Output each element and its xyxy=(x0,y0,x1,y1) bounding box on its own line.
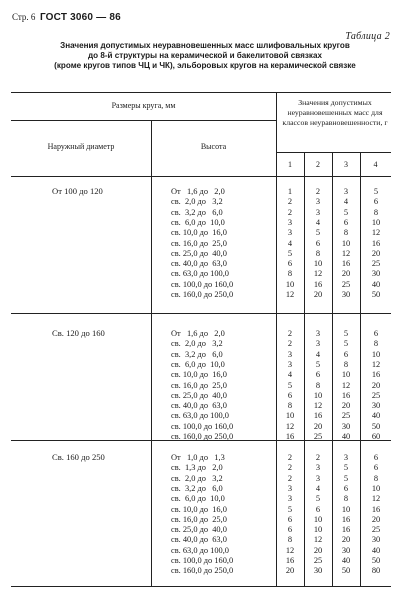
mass-value-cell: 8 xyxy=(343,494,349,504)
height-range-cell: От 1,6 до 2,0 xyxy=(171,329,225,338)
mass-value-cell: 10 xyxy=(341,504,351,514)
title-line: до 8-й структуры на керамической и бакелитовой связках xyxy=(88,51,322,61)
mass-value-cell: 2 xyxy=(287,473,293,483)
column-rule xyxy=(151,120,152,586)
mass-value-cell: 2 xyxy=(287,453,293,462)
section-rule xyxy=(11,313,391,314)
mass-value-cell: 2 xyxy=(287,339,293,349)
mass-value-cell: 40 xyxy=(341,432,351,441)
mass-value-cell: 5 xyxy=(343,329,349,338)
mass-value-cell: 5 xyxy=(315,494,321,504)
mass-value-cell: 40 xyxy=(371,545,381,555)
mass-value-cell: 25 xyxy=(371,259,381,269)
mass-value-cell: 8 xyxy=(287,269,293,279)
mass-value-cell: 6 xyxy=(287,390,293,400)
header-divider xyxy=(276,152,391,153)
mass-value-cell: 12 xyxy=(285,545,295,555)
mass-value-cell: 12 xyxy=(371,494,381,504)
mass-value-cell: 8 xyxy=(343,228,349,238)
mass-value-cell: 20 xyxy=(313,290,323,299)
outer-diameter-cell: Св. 160 до 250 xyxy=(52,452,105,462)
mass-value-cell: 16 xyxy=(285,432,295,441)
mass-value-cell: 20 xyxy=(341,535,351,545)
table-bottom-rule xyxy=(11,586,391,587)
height-range-cell: св. 160,0 до 250,0 xyxy=(171,432,234,441)
mass-value-cell: 3 xyxy=(287,359,293,369)
page-number: Стр. 6 xyxy=(12,12,36,22)
height-range-cell: От 1,6 до 2,0 xyxy=(171,187,225,196)
mass-value-cell: 3 xyxy=(287,483,293,493)
height-range-cell: св. 63,0 до 100,0 xyxy=(171,545,229,555)
height-range-cell: св. 16,0 до 25,0 xyxy=(171,238,227,248)
mass-value-cell: 40 xyxy=(341,556,351,565)
mass-value-cell: 3 xyxy=(287,494,293,504)
mass-value-cell: 6 xyxy=(287,525,293,535)
mass-value-cell: 6 xyxy=(315,370,321,380)
mass-value-cell: 40 xyxy=(371,411,381,421)
mass-value-cell: 5 xyxy=(315,228,321,238)
mass-value-cell: 10 xyxy=(371,349,381,359)
mass-value-cell: 4 xyxy=(287,370,293,380)
mass-value-cell: 8 xyxy=(287,535,293,545)
mass-value-cell: 16 xyxy=(371,238,381,248)
mass-value-cell: 25 xyxy=(371,525,381,535)
mass-value-cell: 6 xyxy=(343,217,349,227)
outer-diameter-cell: От 100 до 120 xyxy=(52,186,103,196)
title-line: (кроме кругов типов ЧЦ и ЧК), эльборовых кругов на керамической связке xyxy=(54,61,356,71)
mass-value-cell: 5 xyxy=(287,380,293,390)
mass-value-cell: 20 xyxy=(313,421,323,431)
mass-value-cell: 30 xyxy=(371,535,381,545)
mass-value-cell: 6 xyxy=(373,453,379,462)
mass-value-cell: 10 xyxy=(313,259,323,269)
mass-value-cell: 8 xyxy=(287,401,293,411)
mass-value-cell: 20 xyxy=(371,248,381,258)
class-header: 1 xyxy=(288,160,292,169)
mass-value-cell: 1 xyxy=(287,187,293,196)
height-range-cell: св. 100,0 до 160,0 xyxy=(171,279,234,289)
height-range-cell: св. 16,0 до 25,0 xyxy=(171,380,227,390)
height-range-cell: св. 2,0 до 3,2 xyxy=(171,473,223,483)
mass-value-cell: 10 xyxy=(285,411,295,421)
mass-value-cell: 3 xyxy=(315,329,321,338)
mass-value-cell: 5 xyxy=(315,359,321,369)
mass-value-cell: 30 xyxy=(313,566,323,576)
height-range-cell: св. 100,0 до 160,0 xyxy=(171,421,234,431)
mass-value-cell: 10 xyxy=(371,483,381,493)
mass-value-cell: 50 xyxy=(371,421,381,431)
mass-value-cell: 3 xyxy=(315,207,321,217)
height-range-cell: св. 10,0 до 16,0 xyxy=(171,370,227,380)
height-range-cell: св. 10,0 до 16,0 xyxy=(171,228,227,238)
height-range-cell: св. 2,0 до 3,2 xyxy=(171,339,223,349)
mass-value-cell: 6 xyxy=(287,259,293,269)
mass-value-cell: 3 xyxy=(287,349,293,359)
mass-value-cell: 6 xyxy=(373,463,379,473)
table-label: Таблица 2 xyxy=(345,31,390,42)
mass-value-cell: 10 xyxy=(341,238,351,248)
mass-value-cell: 25 xyxy=(313,556,323,565)
mass-value-cell: 6 xyxy=(343,349,349,359)
mass-value-cell: 10 xyxy=(313,390,323,400)
height-range-cell: св. 1,3 до 2,0 xyxy=(171,463,223,473)
height-range-cell: св. 40,0 до 63,0 xyxy=(171,535,227,545)
height-range-cell: св. 40,0 до 63,0 xyxy=(171,401,227,411)
mass-value-cell: 20 xyxy=(371,380,381,390)
mass-value-cell: 12 xyxy=(371,359,381,369)
mass-value-cell: 8 xyxy=(343,359,349,369)
height-range-cell: св. 16,0 до 25,0 xyxy=(171,514,227,524)
mass-value-cell: 8 xyxy=(373,339,379,349)
mass-value-cell: 5 xyxy=(343,463,349,473)
mass-value-cell: 4 xyxy=(315,483,321,493)
height-range-cell: св. 6,0 до 10,0 xyxy=(171,494,225,504)
height-header: Высота xyxy=(200,142,227,151)
mass-value-cell: 4 xyxy=(343,197,349,207)
mass-value-cell: 50 xyxy=(371,290,381,299)
mass-value-cell: 80 xyxy=(371,566,381,576)
mass-value-cell: 5 xyxy=(373,187,379,196)
height-range-cell: св. 6,0 до 10,0 xyxy=(171,359,225,369)
mass-value-cell: 16 xyxy=(313,411,323,421)
mass-value-cell: 5 xyxy=(287,504,293,514)
column-rule xyxy=(304,152,305,586)
mass-value-cell: 25 xyxy=(341,279,351,289)
mass-value-cell: 10 xyxy=(371,217,381,227)
mass-value-cell: 2 xyxy=(315,453,321,462)
mass-value-cell: 5 xyxy=(287,248,293,258)
height-range-cell: св. 160,0 до 250,0 xyxy=(171,566,234,576)
mass-value-cell: 12 xyxy=(341,380,351,390)
height-range-cell: св. 100,0 до 160,0 xyxy=(171,556,234,565)
mass-value-cell: 30 xyxy=(341,290,351,299)
title-line: Значения допустимых неуравновешенных масс шлифовальных кругов xyxy=(60,41,350,50)
mass-value-cell: 50 xyxy=(371,556,381,565)
mass-value-cell: 20 xyxy=(285,566,295,576)
mass-value-cell: 3 xyxy=(315,463,321,473)
data-table xyxy=(11,92,391,586)
height-range-cell: св. 25,0 до 40,0 xyxy=(171,525,227,535)
size-group-header: Размеры круга, мм xyxy=(111,101,176,110)
mass-value-cell: 30 xyxy=(371,269,381,279)
mass-value-cell: 25 xyxy=(371,390,381,400)
mass-value-cell: 3 xyxy=(287,228,293,238)
height-range-cell: св. 10,0 до 16,0 xyxy=(171,504,227,514)
column-rule xyxy=(332,152,333,586)
height-range-cell: св. 2,0 до 3,2 xyxy=(171,197,223,207)
mass-value-cell: 2 xyxy=(315,187,321,196)
outer-diameter-header: Наружный диаметр xyxy=(47,142,115,151)
height-range-cell: св. 40,0 до 63,0 xyxy=(171,259,227,269)
mass-group-header: Значения допустимых неуравновешенных масс для классов неуравновешенности, г xyxy=(282,98,388,127)
height-range-cell: св. 3,2 до 6,0 xyxy=(171,483,223,493)
mass-value-cell: 20 xyxy=(341,269,351,279)
height-range-cell: св. 25,0 до 40,0 xyxy=(171,248,227,258)
mass-value-cell: 16 xyxy=(313,279,323,289)
height-range-cell: св. 63,0 до 100,0 xyxy=(171,411,229,421)
mass-value-cell: 30 xyxy=(341,421,351,431)
mass-value-cell: 12 xyxy=(285,290,295,299)
mass-value-cell: 8 xyxy=(315,248,321,258)
mass-value-cell: 3 xyxy=(315,339,321,349)
mass-value-cell: 16 xyxy=(341,525,351,535)
mass-value-cell: 16 xyxy=(371,370,381,380)
mass-value-cell: 12 xyxy=(371,228,381,238)
column-rule xyxy=(360,152,361,586)
mass-value-cell: 20 xyxy=(371,514,381,524)
mass-value-cell: 60 xyxy=(371,432,381,441)
page-header xyxy=(12,12,121,23)
mass-value-cell: 10 xyxy=(313,525,323,535)
mass-value-cell: 20 xyxy=(341,401,351,411)
mass-value-cell: 8 xyxy=(373,473,379,483)
mass-value-cell: 6 xyxy=(373,329,379,338)
mass-value-cell: 6 xyxy=(287,514,293,524)
mass-value-cell: 30 xyxy=(341,545,351,555)
height-range-cell: св. 6,0 до 10,0 xyxy=(171,217,225,227)
standard-number: ГОСТ 3060 — 86 xyxy=(39,12,121,23)
mass-value-cell: 16 xyxy=(341,514,351,524)
height-range-cell: св. 63,0 до 100,0 xyxy=(171,269,229,279)
mass-value-cell: 6 xyxy=(315,504,321,514)
mass-value-cell: 8 xyxy=(315,380,321,390)
height-range-cell: св. 160,0 до 250,0 xyxy=(171,290,234,299)
table-top-rule xyxy=(11,92,391,93)
height-range-cell: От 1,0 до 1,3 xyxy=(171,453,225,462)
mass-value-cell: 10 xyxy=(341,370,351,380)
header-bottom-rule xyxy=(11,176,391,177)
mass-value-cell: 3 xyxy=(287,217,293,227)
mass-value-cell: 3 xyxy=(343,187,349,196)
mass-value-cell: 2 xyxy=(287,207,293,217)
mass-value-cell: 5 xyxy=(343,207,349,217)
mass-value-cell: 16 xyxy=(341,390,351,400)
mass-value-cell: 16 xyxy=(341,259,351,269)
mass-value-cell: 25 xyxy=(341,411,351,421)
outer-diameter-cell: Св. 120 до 160 xyxy=(52,328,105,338)
class-header: 4 xyxy=(373,160,378,169)
mass-value-cell: 2 xyxy=(287,329,293,338)
mass-value-cell: 2 xyxy=(287,197,293,207)
class-header: 3 xyxy=(344,160,348,169)
mass-value-cell: 3 xyxy=(343,453,349,462)
height-range-cell: св. 3,2 до 6,0 xyxy=(171,207,223,217)
mass-value-cell: 3 xyxy=(315,197,321,207)
class-header: 2 xyxy=(316,160,320,169)
mass-value-cell: 8 xyxy=(373,207,379,217)
mass-value-cell: 12 xyxy=(313,535,323,545)
mass-value-cell: 6 xyxy=(373,197,379,207)
mass-value-cell: 12 xyxy=(313,401,323,411)
table-title xyxy=(0,41,410,72)
height-range-cell: св. 3,2 до 6,0 xyxy=(171,349,223,359)
mass-value-cell: 30 xyxy=(371,401,381,411)
height-range-cell: св. 25,0 до 40,0 xyxy=(171,390,227,400)
mass-value-cell: 12 xyxy=(313,269,323,279)
mass-value-cell: 12 xyxy=(285,421,295,431)
mass-value-cell: 16 xyxy=(285,556,295,565)
mass-value-cell: 6 xyxy=(343,483,349,493)
mass-value-cell: 12 xyxy=(341,248,351,258)
mass-value-cell: 20 xyxy=(313,545,323,555)
mass-value-cell: 50 xyxy=(341,566,351,576)
mass-value-cell: 5 xyxy=(343,473,349,483)
mass-value-cell: 4 xyxy=(287,238,293,248)
mass-value-cell: 4 xyxy=(315,349,321,359)
mass-value-cell: 10 xyxy=(313,514,323,524)
mass-value-cell: 5 xyxy=(343,339,349,349)
mass-value-cell: 40 xyxy=(371,279,381,289)
mass-value-cell: 10 xyxy=(285,279,295,289)
mass-value-cell: 4 xyxy=(315,217,321,227)
mass-value-cell: 16 xyxy=(371,504,381,514)
mass-value-cell: 2 xyxy=(287,463,293,473)
header-divider xyxy=(11,120,276,121)
mass-value-cell: 6 xyxy=(315,238,321,248)
mass-value-cell: 3 xyxy=(315,473,321,483)
mass-value-cell: 25 xyxy=(313,432,323,441)
